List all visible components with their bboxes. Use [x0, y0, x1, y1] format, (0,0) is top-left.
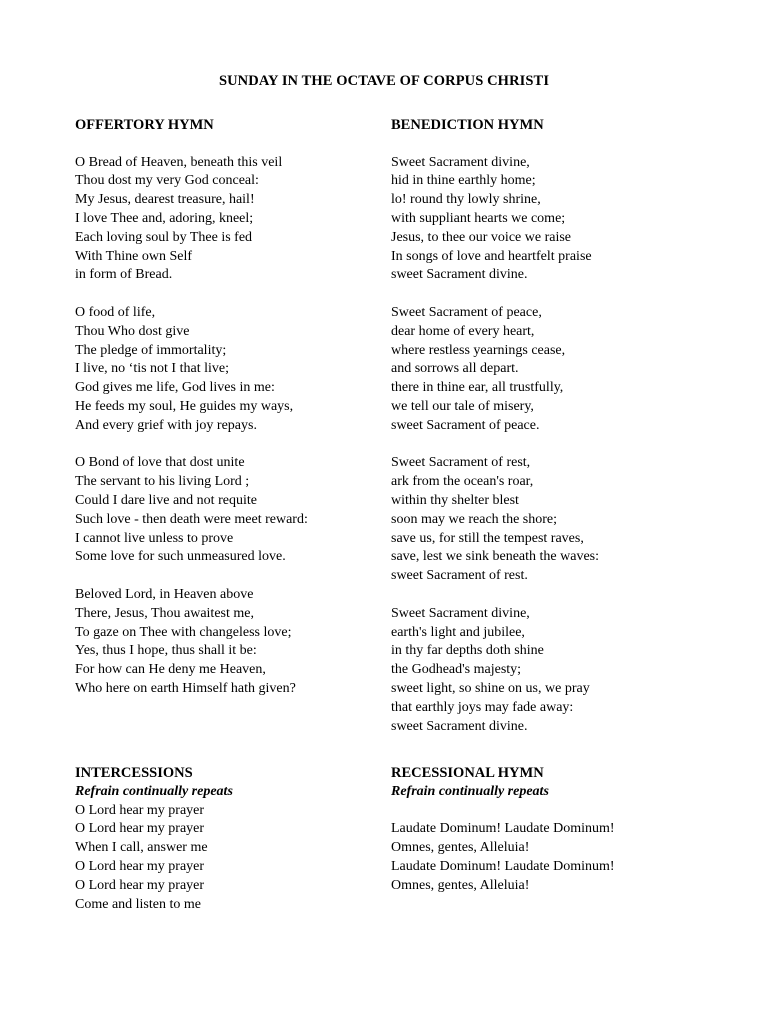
page-title: SUNDAY IN THE OCTAVE OF CORPUS CHRISTI	[218, 73, 550, 89]
stanza-line: In songs of love and heartfelt praise	[391, 248, 592, 264]
stanza-line: O Bread of Heaven, beneath this veil	[75, 154, 283, 170]
recessional-line: Omnes, gentes, Alleluia!	[391, 840, 530, 856]
stanza-line: sweet light, so shine on us, we pray	[391, 680, 590, 696]
offertory-stanza-4	[75, 586, 405, 699]
stanza-line: Sweet Sacrament divine,	[391, 605, 530, 621]
intercession-line: O Lord hear my prayer	[75, 877, 205, 893]
stanza-line: O Bond of love that dost unite	[75, 455, 245, 471]
offertory-hymn-section	[75, 116, 405, 699]
intercession-line: O Lord hear my prayer	[75, 858, 205, 874]
stanza-line: and sorrows all depart.	[391, 361, 519, 377]
stanza-line: The servant to his living Lord ;	[75, 474, 250, 490]
intercession-line: Come and listen to me	[75, 896, 201, 912]
intercessions-section	[75, 764, 405, 914]
stanza-line: I live, no ‘tis not I that live;	[75, 361, 229, 377]
intercession-line: O Lord hear my prayer	[75, 821, 205, 837]
stanza-line: save us, for still the tempest raves,	[391, 530, 584, 546]
intercessions-heading: INTERCESSIONS	[75, 765, 193, 781]
stanza-line: Sweet Sacrament divine,	[391, 154, 530, 170]
stanza-line: With Thine own Self	[75, 248, 192, 264]
stanza-line: He feeds my soul, He guides my ways,	[75, 398, 294, 414]
benediction-stanza-1	[391, 154, 721, 286]
offertory-stanza-3	[75, 454, 405, 567]
stanza-line: Thou dost my very God conceal:	[75, 173, 259, 189]
recessional-refrain-note: Refrain continually repeats	[391, 783, 549, 799]
stanza-line: with suppliant hearts we come;	[391, 210, 566, 226]
benediction-hymn-heading: BENEDICTION HYMN	[391, 117, 544, 133]
offertory-stanza-1	[75, 154, 405, 286]
stanza-line: lo! round thy lowly shrine,	[391, 192, 541, 208]
stanza-line: Each loving soul by Thee is fed	[75, 229, 253, 245]
stanza-line: Beloved Lord, in Heaven above	[75, 586, 254, 602]
stanza-line: save, lest we sink beneath the waves:	[391, 549, 599, 565]
stanza-line: soon may we reach the shore;	[391, 511, 557, 527]
stanza-line: Sweet Sacrament of peace,	[391, 304, 542, 320]
stanza-line: Jesus, to thee our voice we raise	[391, 229, 571, 245]
stanza-line: Sweet Sacrament of rest,	[391, 455, 531, 471]
stanza-line: I love Thee and, adoring, kneel;	[75, 210, 254, 226]
offertory-hymn-heading: OFFERTORY HYMN	[75, 117, 214, 133]
stanza-line: dear home of every heart,	[391, 323, 535, 339]
stanza-line: Thou Who dost give	[75, 323, 190, 339]
stanza-line: Who here on earth Himself hath given?	[75, 680, 296, 696]
stanza-line: in thy far depths doth shine	[391, 643, 544, 659]
stanza-line: My Jesus, dearest treasure, hail!	[75, 192, 255, 208]
stanza-line: And every grief with joy repays.	[75, 417, 257, 433]
stanza-line: I cannot live unless to prove	[75, 530, 234, 546]
recessional-line: Omnes, gentes, Alleluia!	[391, 877, 530, 893]
benediction-stanza-3	[391, 454, 721, 586]
recessional-hymn-section	[391, 764, 721, 896]
stanza-line: where restless yearnings cease,	[391, 342, 566, 358]
stanza-line: sweet Sacrament of peace.	[391, 417, 540, 433]
stanza-line: For how can He deny me Heaven,	[75, 662, 266, 678]
intercession-line: O Lord hear my prayer	[75, 802, 205, 818]
stanza-line: Yes, thus I hope, thus shall it be:	[75, 643, 257, 659]
stanza-line: There, Jesus, Thou awaitest me,	[75, 605, 254, 621]
intercession-line: When I call, answer me	[75, 840, 208, 856]
stanza-line: O food of life,	[75, 304, 156, 320]
recessional-hymn-heading: RECESSIONAL HYMN	[391, 765, 544, 781]
stanza-line: earth's light and jubilee,	[391, 624, 525, 640]
stanza-line: God gives me life, God lives in me:	[75, 380, 275, 396]
stanza-line: Such love - then death were meet reward:	[75, 511, 308, 527]
stanza-line: Could I dare live and not requite	[75, 492, 257, 508]
stanza-line: The pledge of immortality;	[75, 342, 227, 358]
intercessions-refrain-note: Refrain continually repeats	[75, 783, 233, 799]
stanza-line: there in thine ear, all trustfully,	[391, 380, 564, 396]
stanza-line: that earthly joys may fade away:	[391, 699, 574, 715]
benediction-stanza-4	[391, 605, 721, 737]
stanza-line: Some love for such unmeasured love.	[75, 549, 286, 565]
recessional-line: Laudate Dominum! Laudate Dominum!	[391, 858, 615, 874]
stanza-line: in form of Bread.	[75, 267, 173, 283]
stanza-line: within thy shelter blest	[391, 492, 519, 508]
stanza-line: hid in thine earthly home;	[391, 173, 536, 189]
stanza-line: sweet Sacrament of rest.	[391, 568, 528, 584]
stanza-line: ark from the ocean's roar,	[391, 474, 534, 490]
stanza-line: To gaze on Thee with changeless love;	[75, 624, 292, 640]
stanza-line: the Godhead's majesty;	[391, 662, 522, 678]
recessional-line: Laudate Dominum! Laudate Dominum!	[391, 821, 615, 837]
benediction-hymn-section	[391, 116, 721, 736]
offertory-stanza-2	[75, 304, 405, 436]
benediction-stanza-2	[391, 304, 721, 436]
stanza-line: sweet Sacrament divine.	[391, 718, 528, 734]
stanza-line: sweet Sacrament divine.	[391, 267, 528, 283]
stanza-line: we tell our tale of misery,	[391, 398, 534, 414]
